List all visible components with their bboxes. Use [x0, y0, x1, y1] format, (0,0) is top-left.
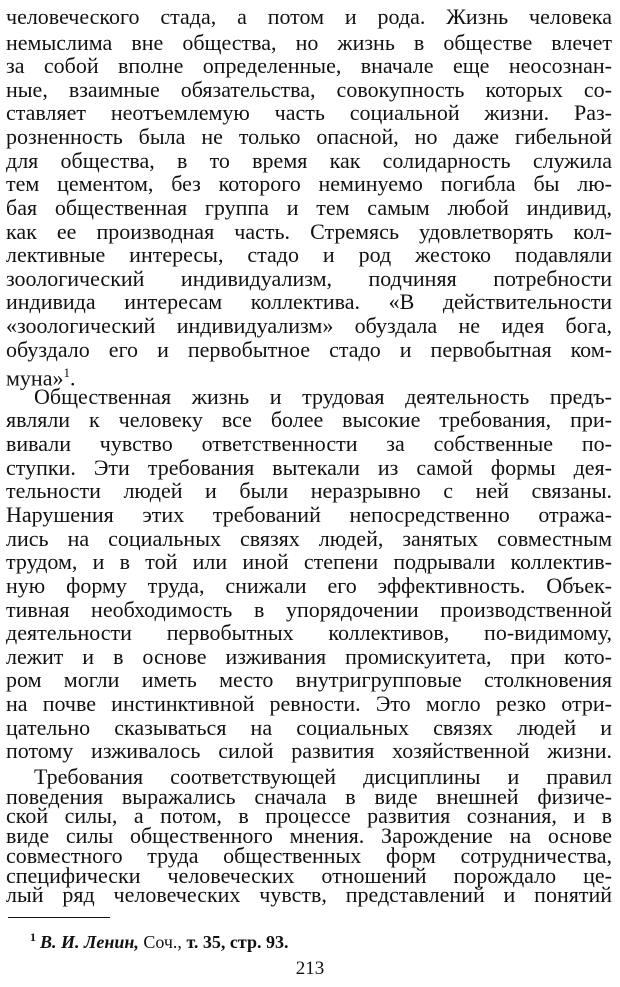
text-line: розненность была не только опасной, но даже гибельной [6, 124, 612, 149]
text-line: ставляет неотъемлемую часть социальной жизни. Раз- [6, 100, 612, 125]
text-line: лективные интересы, стадо и род жестоко подавляли [6, 242, 612, 267]
footnote-divider [8, 917, 110, 918]
text-line: человеческого стада, а потом и рода. Жизнь человека [6, 4, 612, 29]
text-line: ром могли иметь место внутригрупповые столкновения [6, 667, 612, 692]
text-line: цательно сказываться на социальных связях людей и [6, 715, 612, 740]
text-line: лежит и в основе изживания промискуитета, при кото- [6, 644, 612, 669]
quote-end: муна» [6, 365, 64, 391]
text-line: вивали чувство ответственности за собственные по- [6, 431, 612, 456]
text-line: трудом, и в той или иной степени подрывали коллектив- [6, 549, 612, 574]
text-line: ступки. Эти требования вытекали из самой формы дея- [6, 455, 612, 480]
footnote-number: 1 [30, 930, 36, 944]
text-line: являли к человеку все более высокие требования, при- [6, 407, 612, 432]
text-line: ской силы, а потом, в процессе развития сознания, и в [6, 803, 612, 829]
text-line: индивида интересам коллектива. «В действительности [6, 289, 612, 314]
text-line: «зоологический индивидуализм» обуздала не идея бога, [6, 313, 612, 338]
text-line: ные, взаимные обязательства, совокупность которых со- [6, 77, 612, 102]
text-line: бая общественная группа и тем самым любой индивид, [6, 195, 612, 220]
footnote-reference: т. 35, стр. 93. [181, 932, 289, 952]
footnote-source: Соч., [138, 932, 182, 952]
text-line: деятельности первобытных коллективов, по-видимому, [6, 620, 612, 645]
text-line: зоологический индивидуализм, подчиняя потребности [6, 266, 612, 291]
text-line: немыслима вне общества, но жизнь в обществе влечет [6, 30, 612, 55]
footnote-author: В. И. Ленин, [40, 932, 139, 952]
text-line: для общества, в то время как солидарность служила [6, 148, 612, 173]
text-line: за собой вполне определенные, вначале еще неосознан- [6, 53, 612, 78]
text-line: ную форму труда, снижали его эффективность. Объек- [6, 573, 612, 598]
text-line: муна»$^1$. [6, 365, 76, 391]
footnote-marker[interactable]: 1 [63, 365, 70, 380]
footnote [30, 926, 289, 953]
text-line: тивная необходимость в упорядочении производственной [6, 597, 612, 622]
page-number: 213 [295, 958, 325, 979]
text-line: Нарушения этих требований непосредственно отража- [6, 502, 612, 527]
text-line: поведения выражались сначала в виде внешней физиче- [6, 783, 612, 809]
text-line: специфически человеческих отношений порождало це- [6, 862, 612, 888]
text-line: лый ряд человеческих чувств, представлений и понятий [6, 882, 612, 908]
text-line: совместного труда общественных форм сотрудничества, [6, 842, 612, 868]
text-line: тем цементом, без которого неминуемо погибла бы лю- [6, 171, 612, 196]
text-line: Общественная жизнь и трудовая деятельность предъ- [34, 384, 612, 409]
text-line: тельности людей и были неразрывно с ней связаны. [6, 478, 612, 503]
text-line: на почве инстинктивной ревности. Это могло резко отри- [6, 691, 612, 716]
text-line: обуздало его и первобытное стадо и первобытная ком- [6, 337, 612, 362]
text-line: виде силы общественного мнения. Зарождение на основе [6, 823, 612, 849]
text-line: как ее производная часть. Стремясь удовлетворять кол- [6, 219, 612, 244]
text-line: потому изживалось силой развития хозяйственной жизни. [6, 738, 612, 763]
text-line: лись на социальных связях людей, занятых совместным [6, 526, 612, 551]
text-line: Требования соответствующей дисциплины и правил [34, 764, 612, 789]
